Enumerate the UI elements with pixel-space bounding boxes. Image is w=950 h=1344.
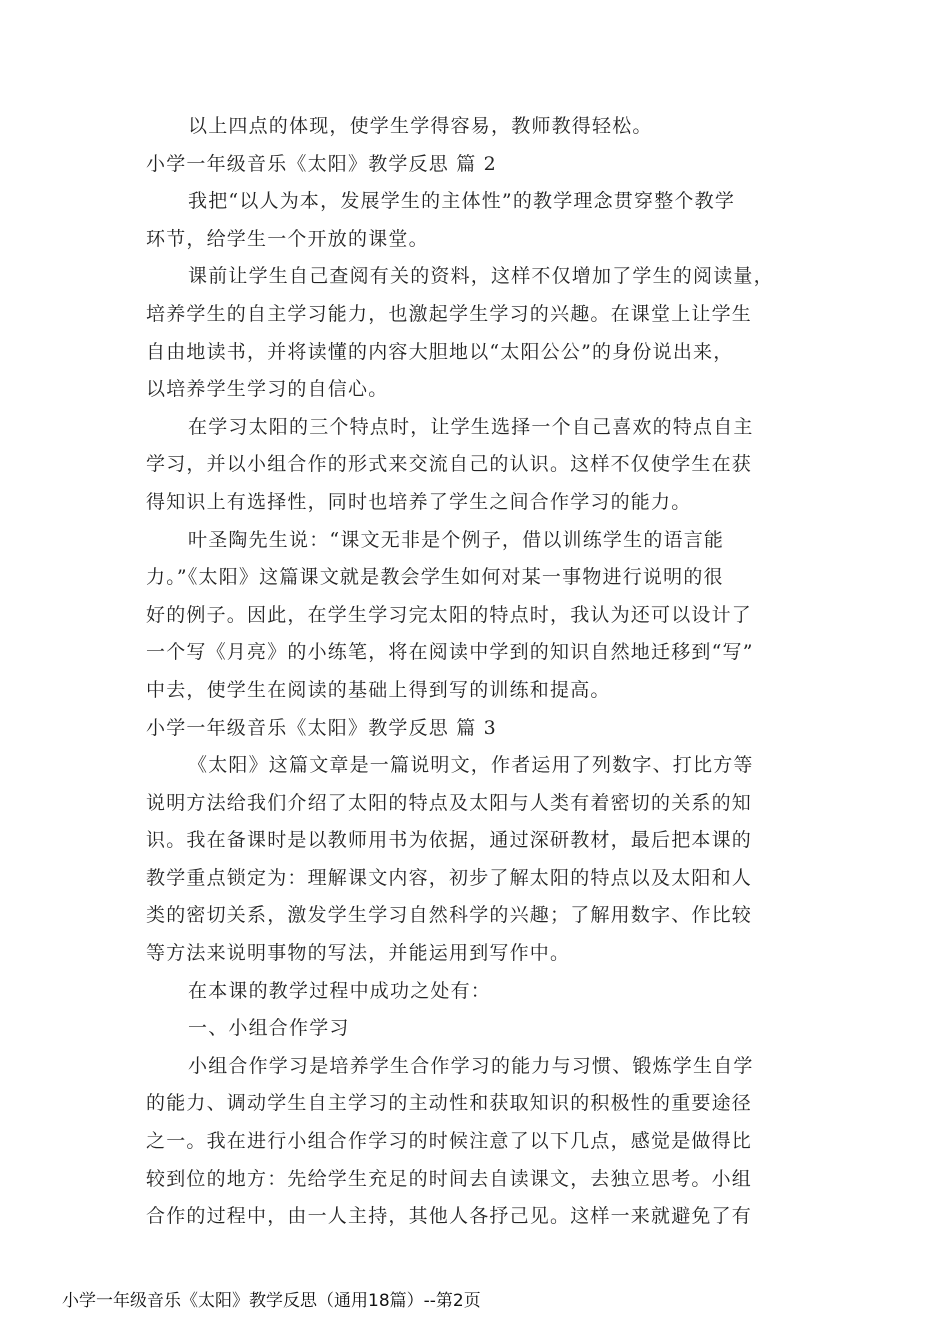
paragraph-line: 在学习太阳的三个特点时，让学生选择一个自己喜欢的特点自主 <box>188 415 754 438</box>
section-heading: 小学一年级音乐《太阳》教学反思 篇 2 <box>146 152 497 175</box>
subsection-heading: 一、小组合作学习 <box>188 1017 350 1040</box>
paragraph-line: 一个写《月亮》的小练笔，将在阅读中学到的知识自然地迁移到“写” <box>146 641 754 664</box>
paragraph-line: 得知识上有选择性，同时也培养了学生之间合作学习的能力。 <box>146 490 692 513</box>
paragraph-line: 《太阳》这篇文章是一篇说明文，作者运用了列数字、打比方等 <box>188 754 754 777</box>
paragraph-line: 以培养学生学习的自信心。 <box>146 378 389 401</box>
paragraph-line: 自由地读书，并将读懂的内容大胆地以“太阳公公”的身份说出来， <box>146 340 734 363</box>
paragraph-line: 以上四点的体现，使学生学得容易，教师教得轻松。 <box>188 115 653 137</box>
paragraph-line: 我把“以人为本，发展学生的主体性”的教学理念贯穿整个教学 <box>188 190 736 213</box>
paragraph-line: 叶圣陶先生说：“课文无非是个例子，借以训练学生的语言能 <box>188 528 725 551</box>
paragraph-line: 说明方法给我们介绍了太阳的特点及太阳与人类有着密切的关系的知 <box>146 791 753 814</box>
paragraph-line: 环节，给学生一个开放的课堂。 <box>146 227 429 250</box>
paragraph-line: 学习，并以小组合作的形式来交流自己的认识。这样不仅使学生在获 <box>146 453 753 476</box>
paragraph-line: 好的例子。因此，在学生学习完太阳的特点时，我认为还可以设计了 <box>146 603 753 626</box>
paragraph-line: 等方法来说明事物的写法，并能运用到写作中。 <box>146 942 571 965</box>
paragraph-line: 在本课的教学过程中成功之处有： <box>188 979 492 1002</box>
paragraph-line: 的能力、调动学生自主学习的主动性和获取知识的积极性的重要途径 <box>146 1092 753 1115</box>
paragraph-line: 识。我在备课时是以教师用书为依据，通过深研教材，最后把本课的 <box>146 829 753 852</box>
page-footer: 小学一年级音乐《太阳》教学反思（通用18篇）--第2页 <box>62 1291 481 1311</box>
paragraph-line: 小组合作学习是培养学生合作学习的能力与习惯、锻炼学生自学 <box>188 1054 754 1077</box>
paragraph-line: 类的密切关系，激发学生学习自然科学的兴趣；了解用数字、作比较 <box>146 904 753 927</box>
paragraph-line: 力。”《太阳》这篇课文就是教会学生如何对某一事物进行说明的很 <box>146 566 724 589</box>
paragraph-line: 之一。我在进行小组合作学习的时候注意了以下几点，感觉是做得比 <box>146 1130 753 1153</box>
paragraph-line: 中去，使学生在阅读的基础上得到写的训练和提高。 <box>146 678 611 701</box>
paragraph-line: 较到位的地方：先给学生充足的时间去自读课文，去独立思考。小组 <box>146 1167 753 1190</box>
paragraph-line: 培养学生的自主学习能力，也激起学生学习的兴趣。在课堂上让学生 <box>146 302 753 325</box>
paragraph-line: 课前让学生自己查阅有关的资料，这样不仅增加了学生的阅读量， <box>188 265 774 288</box>
document-body <box>146 108 814 1236</box>
paragraph-line: 合作的过程中，由一人主持，其他人各抒己见。这样一来就避免了有 <box>146 1205 753 1228</box>
paragraph-line: 教学重点锁定为：理解课文内容，初步了解太阳的特点以及太阳和人 <box>146 866 753 889</box>
section-heading: 小学一年级音乐《太阳》教学反思 篇 3 <box>146 716 497 739</box>
